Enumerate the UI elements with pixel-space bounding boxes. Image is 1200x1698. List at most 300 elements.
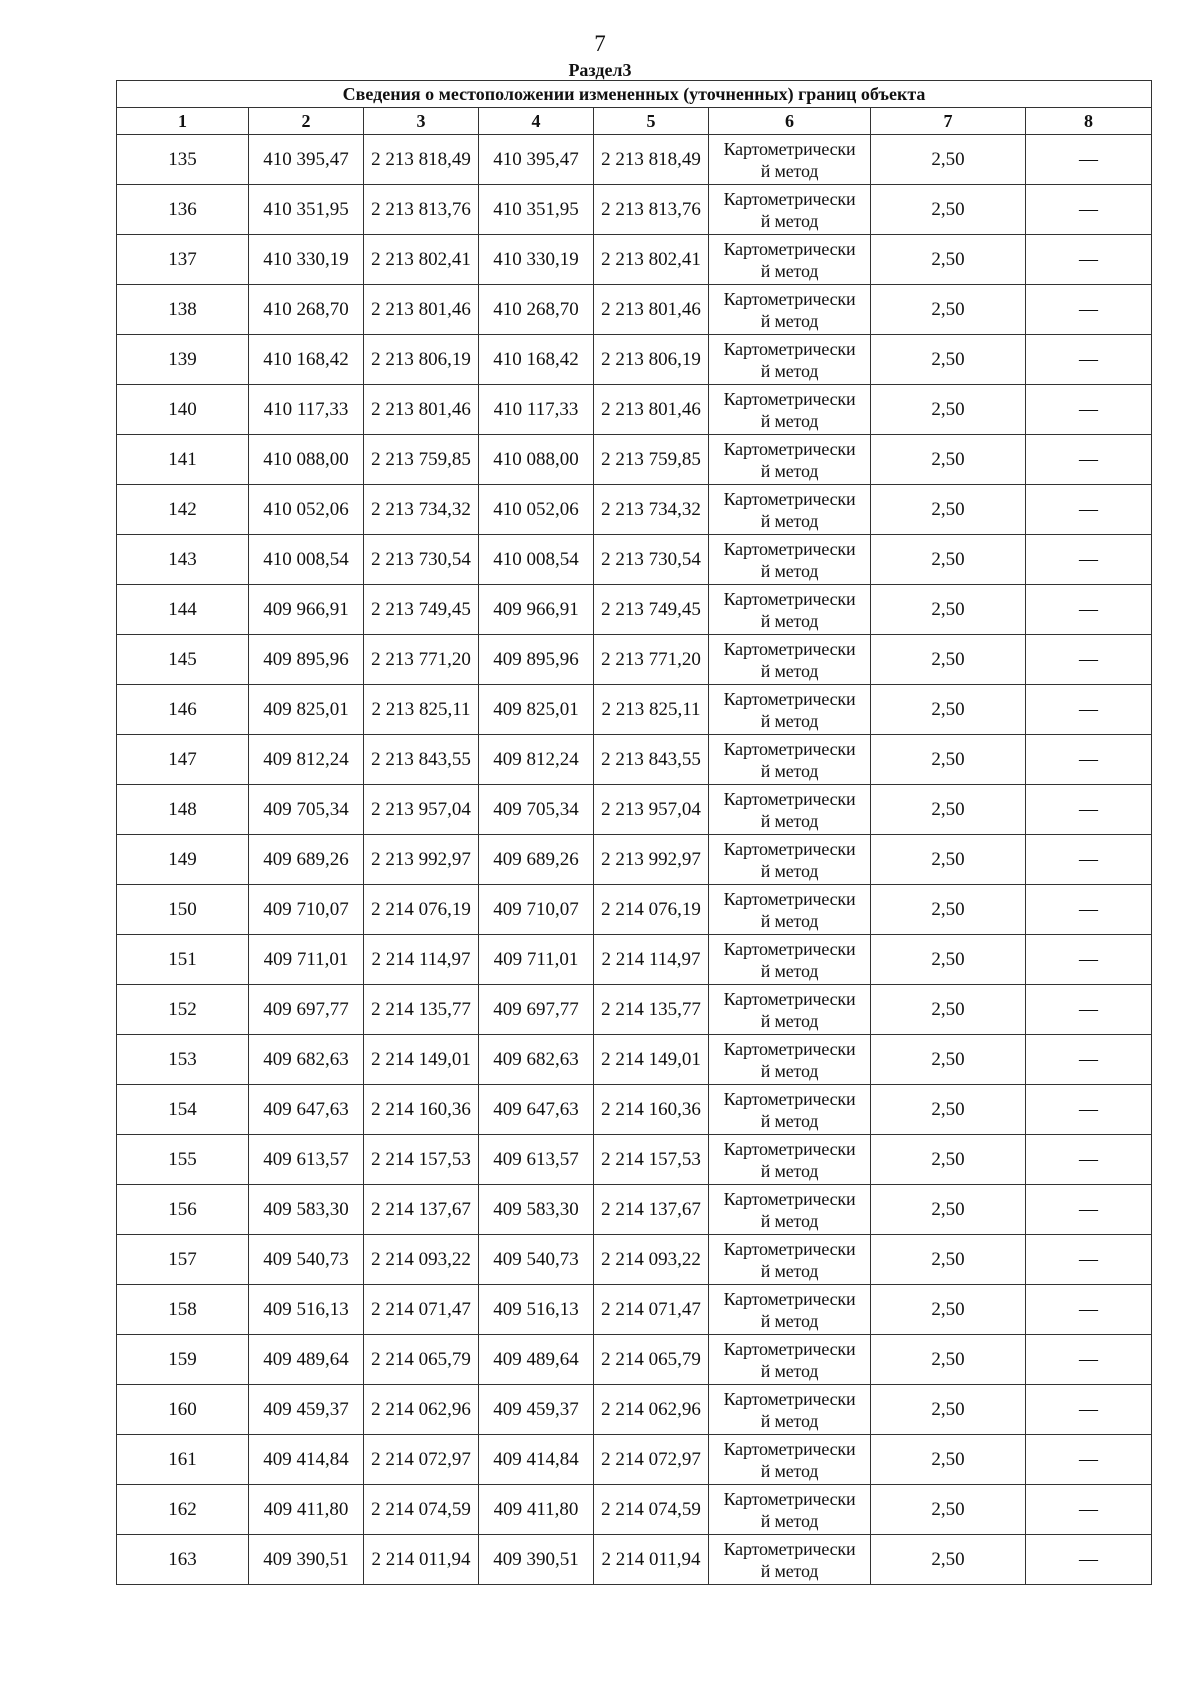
x-old-cell: 410 395,47 <box>249 135 364 185</box>
x-old-cell: 409 966,91 <box>249 585 364 635</box>
method-cell <box>709 1135 871 1185</box>
y-old-cell: 2 213 813,76 <box>364 185 479 235</box>
method-line: й метод <box>760 1460 819 1481</box>
x-new-cell: 409 540,73 <box>479 1235 594 1285</box>
column-number: 2 <box>249 108 364 135</box>
method-line: й метод <box>760 1160 819 1181</box>
x-new-cell: 410 330,19 <box>479 235 594 285</box>
x-new-cell: 409 697,77 <box>479 985 594 1035</box>
y-old-cell: 2 214 072,97 <box>364 1435 479 1485</box>
method-line: й метод <box>760 1110 819 1131</box>
x-old-cell: 409 540,73 <box>249 1235 364 1285</box>
point-number-cell: 158 <box>117 1285 249 1335</box>
dash-cell: — <box>1026 635 1152 685</box>
point-number-cell: 156 <box>117 1185 249 1235</box>
table-row <box>117 1035 1152 1085</box>
accuracy-cell: 2,50 <box>871 785 1026 835</box>
x-old-cell: 409 711,01 <box>249 935 364 985</box>
y-new-cell: 2 213 730,54 <box>594 535 709 585</box>
point-number-cell: 159 <box>117 1335 249 1385</box>
x-new-cell: 409 710,07 <box>479 885 594 935</box>
method-line: Картометрически <box>723 138 856 159</box>
x-old-cell: 409 705,34 <box>249 785 364 835</box>
y-new-cell: 2 213 802,41 <box>594 235 709 285</box>
method-line: Картометрически <box>723 988 856 1009</box>
accuracy-cell: 2,50 <box>871 1485 1026 1535</box>
method-line: Картометрически <box>723 188 856 209</box>
y-new-cell: 2 214 135,77 <box>594 985 709 1035</box>
method-cell <box>709 585 871 635</box>
dash-cell: — <box>1026 1435 1152 1485</box>
method-cell <box>709 785 871 835</box>
dash-cell: — <box>1026 385 1152 435</box>
table-caption: Сведения о местоположении измененных (уточненных) границ объекта <box>117 81 1152 108</box>
y-old-cell: 2 213 843,55 <box>364 735 479 785</box>
method-line: Картометрически <box>723 938 856 959</box>
method-cell <box>709 1285 871 1335</box>
x-old-cell: 410 052,06 <box>249 485 364 535</box>
dash-cell: — <box>1026 1385 1152 1435</box>
accuracy-cell: 2,50 <box>871 285 1026 335</box>
point-number-cell: 150 <box>117 885 249 935</box>
accuracy-cell: 2,50 <box>871 1285 1026 1335</box>
x-old-cell: 409 411,80 <box>249 1485 364 1535</box>
x-new-cell: 409 489,64 <box>479 1335 594 1385</box>
y-new-cell: 2 213 771,20 <box>594 635 709 685</box>
y-old-cell: 2 213 730,54 <box>364 535 479 585</box>
accuracy-cell: 2,50 <box>871 1435 1026 1485</box>
method-line: й метод <box>760 910 819 931</box>
table-row <box>117 535 1152 585</box>
accuracy-cell: 2,50 <box>871 535 1026 585</box>
point-number-cell: 137 <box>117 235 249 285</box>
method-line: Картометрически <box>723 738 856 759</box>
table-row <box>117 485 1152 535</box>
y-new-cell: 2 213 759,85 <box>594 435 709 485</box>
table-row <box>117 435 1152 485</box>
method-line: Картометрически <box>723 238 856 259</box>
method-line: Картометрически <box>723 1238 856 1259</box>
dash-cell: — <box>1026 1035 1152 1085</box>
x-new-cell: 410 351,95 <box>479 185 594 235</box>
x-new-cell: 409 682,63 <box>479 1035 594 1085</box>
y-old-cell: 2 214 062,96 <box>364 1385 479 1435</box>
column-number: 3 <box>364 108 479 135</box>
y-old-cell: 2 213 759,85 <box>364 435 479 485</box>
x-new-cell: 409 390,51 <box>479 1535 594 1585</box>
method-line: Картометрически <box>723 338 856 359</box>
method-cell <box>709 985 871 1035</box>
table-row <box>117 1085 1152 1135</box>
x-old-cell: 409 583,30 <box>249 1185 364 1235</box>
accuracy-cell: 2,50 <box>871 985 1026 1035</box>
point-number-cell: 142 <box>117 485 249 535</box>
table-row <box>117 685 1152 735</box>
dash-cell: — <box>1026 1235 1152 1285</box>
method-line: й метод <box>760 1060 819 1081</box>
dash-cell: — <box>1026 1135 1152 1185</box>
accuracy-cell: 2,50 <box>871 1235 1026 1285</box>
y-new-cell: 2 213 813,76 <box>594 185 709 235</box>
x-new-cell: 410 268,70 <box>479 285 594 335</box>
point-number-cell: 161 <box>117 1435 249 1485</box>
method-cell <box>709 635 871 685</box>
method-cell <box>709 935 871 985</box>
x-old-cell: 409 895,96 <box>249 635 364 685</box>
method-line: й метод <box>760 710 819 731</box>
method-cell <box>709 885 871 935</box>
table-caption-row <box>117 81 1152 108</box>
method-cell <box>709 735 871 785</box>
method-cell <box>709 285 871 335</box>
column-number: 1 <box>117 108 249 135</box>
method-cell <box>709 335 871 385</box>
table-row <box>117 1235 1152 1285</box>
x-old-cell: 409 516,13 <box>249 1285 364 1335</box>
table-row <box>117 635 1152 685</box>
point-number-cell: 153 <box>117 1035 249 1085</box>
method-line: й метод <box>760 260 819 281</box>
point-number-cell: 152 <box>117 985 249 1035</box>
table-row <box>117 1485 1152 1535</box>
method-line: Картометрически <box>723 1038 856 1059</box>
point-number-cell: 139 <box>117 335 249 385</box>
table-row <box>117 835 1152 885</box>
y-new-cell: 2 214 072,97 <box>594 1435 709 1485</box>
dash-cell: — <box>1026 235 1152 285</box>
table-row <box>117 1185 1152 1235</box>
method-line: Картометрически <box>723 838 856 859</box>
dash-cell: — <box>1026 185 1152 235</box>
dash-cell: — <box>1026 135 1152 185</box>
y-new-cell: 2 213 749,45 <box>594 585 709 635</box>
point-number-cell: 135 <box>117 135 249 185</box>
point-number-cell: 148 <box>117 785 249 835</box>
y-new-cell: 2 213 801,46 <box>594 285 709 335</box>
y-old-cell: 2 214 149,01 <box>364 1035 479 1085</box>
table-row <box>117 185 1152 235</box>
x-new-cell: 409 689,26 <box>479 835 594 885</box>
x-new-cell: 409 895,96 <box>479 635 594 685</box>
x-old-cell: 409 689,26 <box>249 835 364 885</box>
y-new-cell: 2 213 806,19 <box>594 335 709 385</box>
table-row <box>117 935 1152 985</box>
x-old-cell: 410 351,95 <box>249 185 364 235</box>
x-new-cell: 409 825,01 <box>479 685 594 735</box>
y-old-cell: 2 214 071,47 <box>364 1285 479 1335</box>
y-old-cell: 2 213 734,32 <box>364 485 479 535</box>
x-new-cell: 410 052,06 <box>479 485 594 535</box>
dash-cell: — <box>1026 985 1152 1035</box>
dash-cell: — <box>1026 535 1152 585</box>
column-number: 8 <box>1026 108 1152 135</box>
column-number: 7 <box>871 108 1026 135</box>
method-cell <box>709 435 871 485</box>
method-line: Картометрически <box>723 1138 856 1159</box>
method-cell <box>709 235 871 285</box>
x-old-cell: 409 489,64 <box>249 1335 364 1385</box>
y-new-cell: 2 213 801,46 <box>594 385 709 435</box>
point-number-cell: 147 <box>117 735 249 785</box>
x-new-cell: 409 705,34 <box>479 785 594 835</box>
accuracy-cell: 2,50 <box>871 435 1026 485</box>
accuracy-cell: 2,50 <box>871 1185 1026 1235</box>
point-number-cell: 160 <box>117 1385 249 1435</box>
x-old-cell: 409 647,63 <box>249 1085 364 1135</box>
method-cell <box>709 385 871 435</box>
x-new-cell: 409 966,91 <box>479 585 594 635</box>
accuracy-cell: 2,50 <box>871 1035 1026 1085</box>
y-old-cell: 2 214 076,19 <box>364 885 479 935</box>
x-new-cell: 410 395,47 <box>479 135 594 185</box>
y-new-cell: 2 214 076,19 <box>594 885 709 935</box>
dash-cell: — <box>1026 935 1152 985</box>
method-line: й метод <box>760 360 819 381</box>
x-old-cell: 409 390,51 <box>249 1535 364 1585</box>
table-row <box>117 985 1152 1035</box>
method-line: й метод <box>760 1360 819 1381</box>
method-cell <box>709 485 871 535</box>
y-new-cell: 2 213 992,97 <box>594 835 709 885</box>
accuracy-cell: 2,50 <box>871 1085 1026 1135</box>
dash-cell: — <box>1026 335 1152 385</box>
y-new-cell: 2 214 074,59 <box>594 1485 709 1535</box>
accuracy-cell: 2,50 <box>871 235 1026 285</box>
y-new-cell: 2 213 957,04 <box>594 785 709 835</box>
accuracy-cell: 2,50 <box>871 335 1026 385</box>
method-line: й метод <box>760 1510 819 1531</box>
dash-cell: — <box>1026 585 1152 635</box>
point-number-cell: 145 <box>117 635 249 685</box>
dash-cell: — <box>1026 885 1152 935</box>
method-line: й метод <box>760 410 819 431</box>
point-number-cell: 146 <box>117 685 249 735</box>
y-old-cell: 2 213 818,49 <box>364 135 479 185</box>
x-old-cell: 410 330,19 <box>249 235 364 285</box>
table-row <box>117 1435 1152 1485</box>
method-line: Картометрически <box>723 1438 856 1459</box>
column-number: 4 <box>479 108 594 135</box>
y-new-cell: 2 213 825,11 <box>594 685 709 735</box>
y-old-cell: 2 214 114,97 <box>364 935 479 985</box>
method-line: Картометрически <box>723 1088 856 1109</box>
x-old-cell: 410 117,33 <box>249 385 364 435</box>
y-new-cell: 2 214 160,36 <box>594 1085 709 1135</box>
x-old-cell: 409 459,37 <box>249 1385 364 1435</box>
method-line: Картометрически <box>723 1538 856 1559</box>
y-old-cell: 2 214 011,94 <box>364 1535 479 1585</box>
method-line: Картометрически <box>723 1388 856 1409</box>
table-row <box>117 1335 1152 1385</box>
method-cell <box>709 1535 871 1585</box>
method-cell <box>709 685 871 735</box>
method-line: Картометрически <box>723 488 856 509</box>
method-line: Картометрически <box>723 1338 856 1359</box>
y-old-cell: 2 213 825,11 <box>364 685 479 735</box>
method-line: Картометрически <box>723 638 856 659</box>
accuracy-cell: 2,50 <box>871 1535 1026 1585</box>
x-old-cell: 409 710,07 <box>249 885 364 935</box>
method-line: Картометрически <box>723 788 856 809</box>
y-new-cell: 2 214 093,22 <box>594 1235 709 1285</box>
method-line: й метод <box>760 660 819 681</box>
x-old-cell: 410 168,42 <box>249 335 364 385</box>
y-new-cell: 2 214 137,67 <box>594 1185 709 1235</box>
method-line: й метод <box>760 610 819 631</box>
method-cell <box>709 1235 871 1285</box>
accuracy-cell: 2,50 <box>871 185 1026 235</box>
x-old-cell: 409 825,01 <box>249 685 364 735</box>
method-line: й метод <box>760 510 819 531</box>
table-row <box>117 285 1152 335</box>
x-new-cell: 410 117,33 <box>479 385 594 435</box>
accuracy-cell: 2,50 <box>871 835 1026 885</box>
section-title: Раздел3 <box>568 60 632 80</box>
accuracy-cell: 2,50 <box>871 735 1026 785</box>
method-cell <box>709 1035 871 1085</box>
method-line: й метод <box>760 1260 819 1281</box>
y-new-cell: 2 214 071,47 <box>594 1285 709 1335</box>
point-number-cell: 138 <box>117 285 249 335</box>
method-line: й метод <box>760 960 819 981</box>
accuracy-cell: 2,50 <box>871 1335 1026 1385</box>
accuracy-cell: 2,50 <box>871 585 1026 635</box>
point-number-cell: 162 <box>117 1485 249 1535</box>
method-line: й метод <box>760 760 819 781</box>
point-number-cell: 157 <box>117 1235 249 1285</box>
method-line: Картометрически <box>723 1488 856 1509</box>
dash-cell: — <box>1026 685 1152 735</box>
method-cell <box>709 135 871 185</box>
method-cell <box>709 1335 871 1385</box>
method-line: й метод <box>760 560 819 581</box>
method-cell <box>709 1435 871 1485</box>
y-old-cell: 2 213 992,97 <box>364 835 479 885</box>
point-number-cell: 151 <box>117 935 249 985</box>
x-new-cell: 410 008,54 <box>479 535 594 585</box>
y-new-cell: 2 213 818,49 <box>594 135 709 185</box>
y-new-cell: 2 214 157,53 <box>594 1135 709 1185</box>
y-new-cell: 2 213 843,55 <box>594 735 709 785</box>
method-cell <box>709 1485 871 1535</box>
column-number: 5 <box>594 108 709 135</box>
method-line: Картометрически <box>723 1188 856 1209</box>
y-old-cell: 2 213 801,46 <box>364 385 479 435</box>
dash-cell: — <box>1026 285 1152 335</box>
accuracy-cell: 2,50 <box>871 135 1026 185</box>
method-line: й метод <box>760 1560 819 1581</box>
method-cell <box>709 1185 871 1235</box>
table-row <box>117 735 1152 785</box>
x-new-cell: 409 583,30 <box>479 1185 594 1235</box>
x-old-cell: 410 268,70 <box>249 285 364 335</box>
method-cell <box>709 535 871 585</box>
point-number-cell: 144 <box>117 585 249 635</box>
accuracy-cell: 2,50 <box>871 885 1026 935</box>
method-line: й метод <box>760 1310 819 1331</box>
method-line: й метод <box>760 860 819 881</box>
accuracy-cell: 2,50 <box>871 485 1026 535</box>
x-new-cell: 409 613,57 <box>479 1135 594 1185</box>
y-new-cell: 2 213 734,32 <box>594 485 709 535</box>
x-new-cell: 410 168,42 <box>479 335 594 385</box>
table-row <box>117 885 1152 935</box>
x-new-cell: 409 711,01 <box>479 935 594 985</box>
x-old-cell: 409 613,57 <box>249 1135 364 1185</box>
point-number-cell: 155 <box>117 1135 249 1185</box>
y-old-cell: 2 213 771,20 <box>364 635 479 685</box>
method-line: Картометрически <box>723 288 856 309</box>
table-row <box>117 385 1152 435</box>
table-row <box>117 135 1152 185</box>
y-new-cell: 2 214 062,96 <box>594 1385 709 1435</box>
method-line: й метод <box>760 160 819 181</box>
table-row <box>117 235 1152 285</box>
accuracy-cell: 2,50 <box>871 685 1026 735</box>
table-row <box>117 1135 1152 1185</box>
method-line: й метод <box>760 1410 819 1431</box>
method-cell <box>709 1085 871 1135</box>
y-old-cell: 2 214 160,36 <box>364 1085 479 1135</box>
point-number-cell: 140 <box>117 385 249 435</box>
y-new-cell: 2 214 149,01 <box>594 1035 709 1085</box>
x-old-cell: 410 008,54 <box>249 535 364 585</box>
point-number-cell: 141 <box>117 435 249 485</box>
x-old-cell: 409 812,24 <box>249 735 364 785</box>
column-number-row <box>117 108 1152 135</box>
accuracy-cell: 2,50 <box>871 635 1026 685</box>
dash-cell: — <box>1026 735 1152 785</box>
dash-cell: — <box>1026 485 1152 535</box>
dash-cell: — <box>1026 1535 1152 1585</box>
point-number-cell: 143 <box>117 535 249 585</box>
y-old-cell: 2 214 135,77 <box>364 985 479 1035</box>
method-line: й метод <box>760 460 819 481</box>
x-new-cell: 409 647,63 <box>479 1085 594 1135</box>
page-number: 7 <box>594 31 606 56</box>
dash-cell: — <box>1026 1485 1152 1535</box>
accuracy-cell: 2,50 <box>871 385 1026 435</box>
y-new-cell: 2 214 065,79 <box>594 1335 709 1385</box>
table-row <box>117 1285 1152 1335</box>
coordinates-table <box>116 80 1152 1585</box>
method-line: Картометрически <box>723 388 856 409</box>
accuracy-cell: 2,50 <box>871 1135 1026 1185</box>
x-old-cell: 409 414,84 <box>249 1435 364 1485</box>
method-cell <box>709 1385 871 1435</box>
y-new-cell: 2 214 114,97 <box>594 935 709 985</box>
table-row <box>117 1535 1152 1585</box>
method-cell <box>709 185 871 235</box>
column-number: 6 <box>709 108 871 135</box>
method-line: Картометрически <box>723 688 856 709</box>
dash-cell: — <box>1026 785 1152 835</box>
y-old-cell: 2 213 802,41 <box>364 235 479 285</box>
method-line: Картометрически <box>723 1288 856 1309</box>
method-line: й метод <box>760 1210 819 1231</box>
x-new-cell: 409 516,13 <box>479 1285 594 1335</box>
point-number-cell: 154 <box>117 1085 249 1135</box>
x-new-cell: 409 812,24 <box>479 735 594 785</box>
point-number-cell: 163 <box>117 1535 249 1585</box>
y-old-cell: 2 214 074,59 <box>364 1485 479 1535</box>
dash-cell: — <box>1026 1335 1152 1385</box>
y-new-cell: 2 214 011,94 <box>594 1535 709 1585</box>
x-old-cell: 409 697,77 <box>249 985 364 1035</box>
x-old-cell: 410 088,00 <box>249 435 364 485</box>
method-line: Картометрически <box>723 538 856 559</box>
y-old-cell: 2 214 157,53 <box>364 1135 479 1185</box>
